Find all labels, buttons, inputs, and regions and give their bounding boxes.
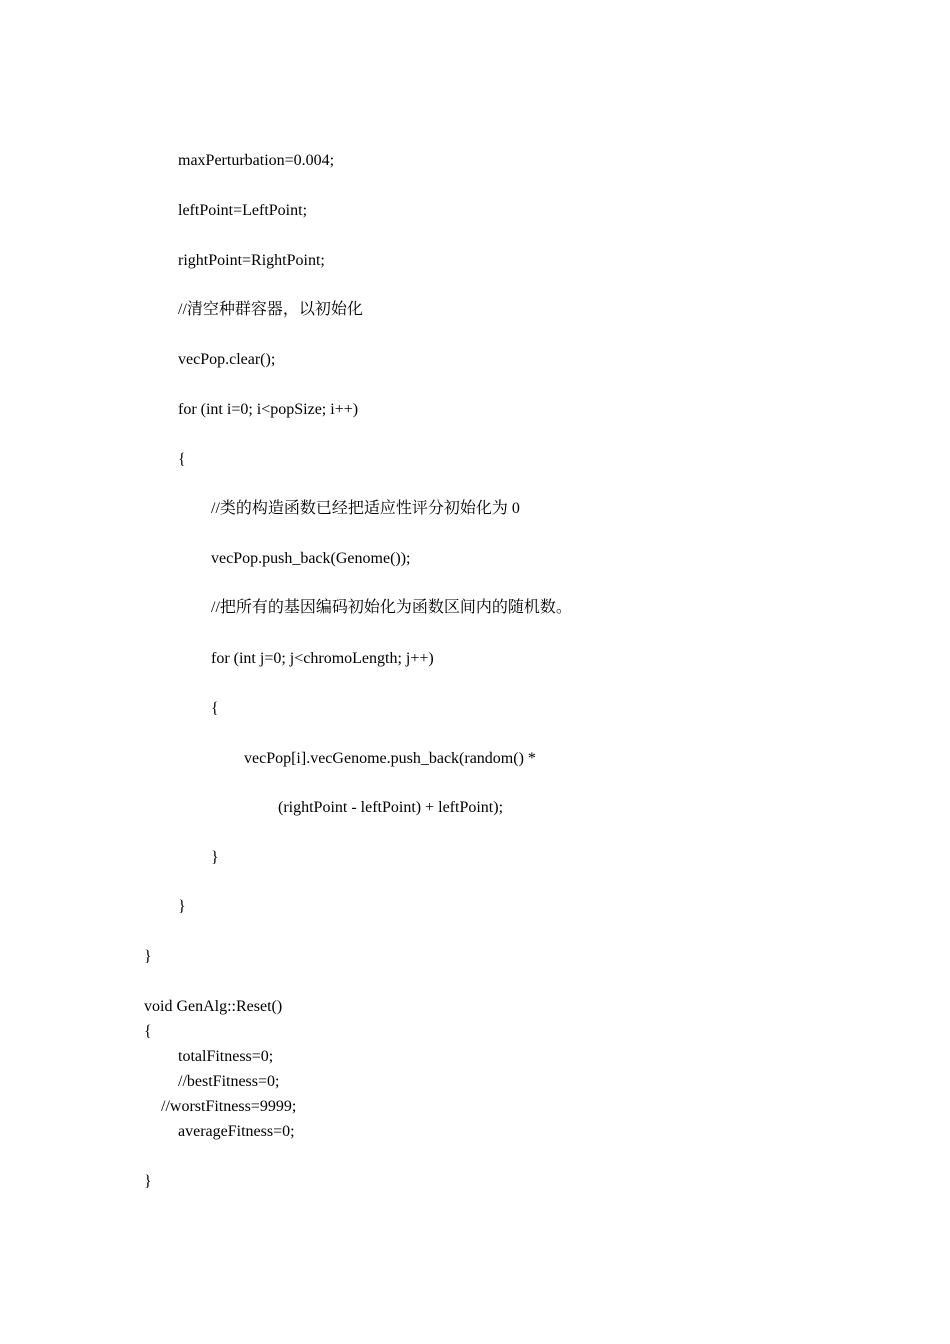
- code-comment-best-fitness: //bestFitness=0;: [178, 1073, 280, 1090]
- code-line-max-perturbation: maxPerturbation=0.004;: [178, 152, 335, 169]
- code-line-reset-open-brace: {: [144, 1023, 152, 1040]
- code-line-close-brace-function: }: [144, 948, 152, 965]
- code-line-open-brace-for-j: {: [211, 700, 219, 717]
- code-line-close-brace-for-j: }: [211, 849, 219, 866]
- code-line-random-range: (rightPoint - leftPoint) + leftPoint);: [278, 799, 504, 816]
- code-line-open-brace-for-i: {: [178, 451, 186, 468]
- code-line-for-i: for (int i=0; i<popSize; i++): [178, 401, 359, 418]
- code-comment-clear-population: //清空种群容器，以初始化: [178, 301, 363, 318]
- code-line-vecpop-clear: vecPop.clear();: [178, 351, 276, 368]
- code-line-push-genome: vecPop.push_back(Genome());: [211, 550, 411, 567]
- code-line-average-fitness: averageFitness=0;: [178, 1123, 295, 1140]
- code-line-reset-close-brace: }: [144, 1173, 152, 1190]
- code-line-total-fitness: totalFitness=0;: [178, 1048, 274, 1065]
- code-comment-constructor: //类的构造函数已经把适应性评分初始化为 0: [211, 500, 520, 517]
- code-comment-random-init: //把所有的基因编码初始化为函数区间内的随机数。: [211, 599, 572, 616]
- code-line-left-point: leftPoint=LeftPoint;: [178, 202, 308, 219]
- code-line-right-point: rightPoint=RightPoint;: [178, 252, 325, 269]
- code-line-close-brace-for-i: }: [178, 898, 186, 915]
- code-comment-worst-fitness: //worstFitness=9999;: [161, 1098, 297, 1115]
- code-line-for-j: for (int j=0; j<chromoLength; j++): [211, 650, 434, 667]
- code-line-reset-signature: void GenAlg::Reset(): [144, 998, 283, 1015]
- code-line-push-random: vecPop[i].vecGenome.push_back(random() *: [244, 750, 536, 767]
